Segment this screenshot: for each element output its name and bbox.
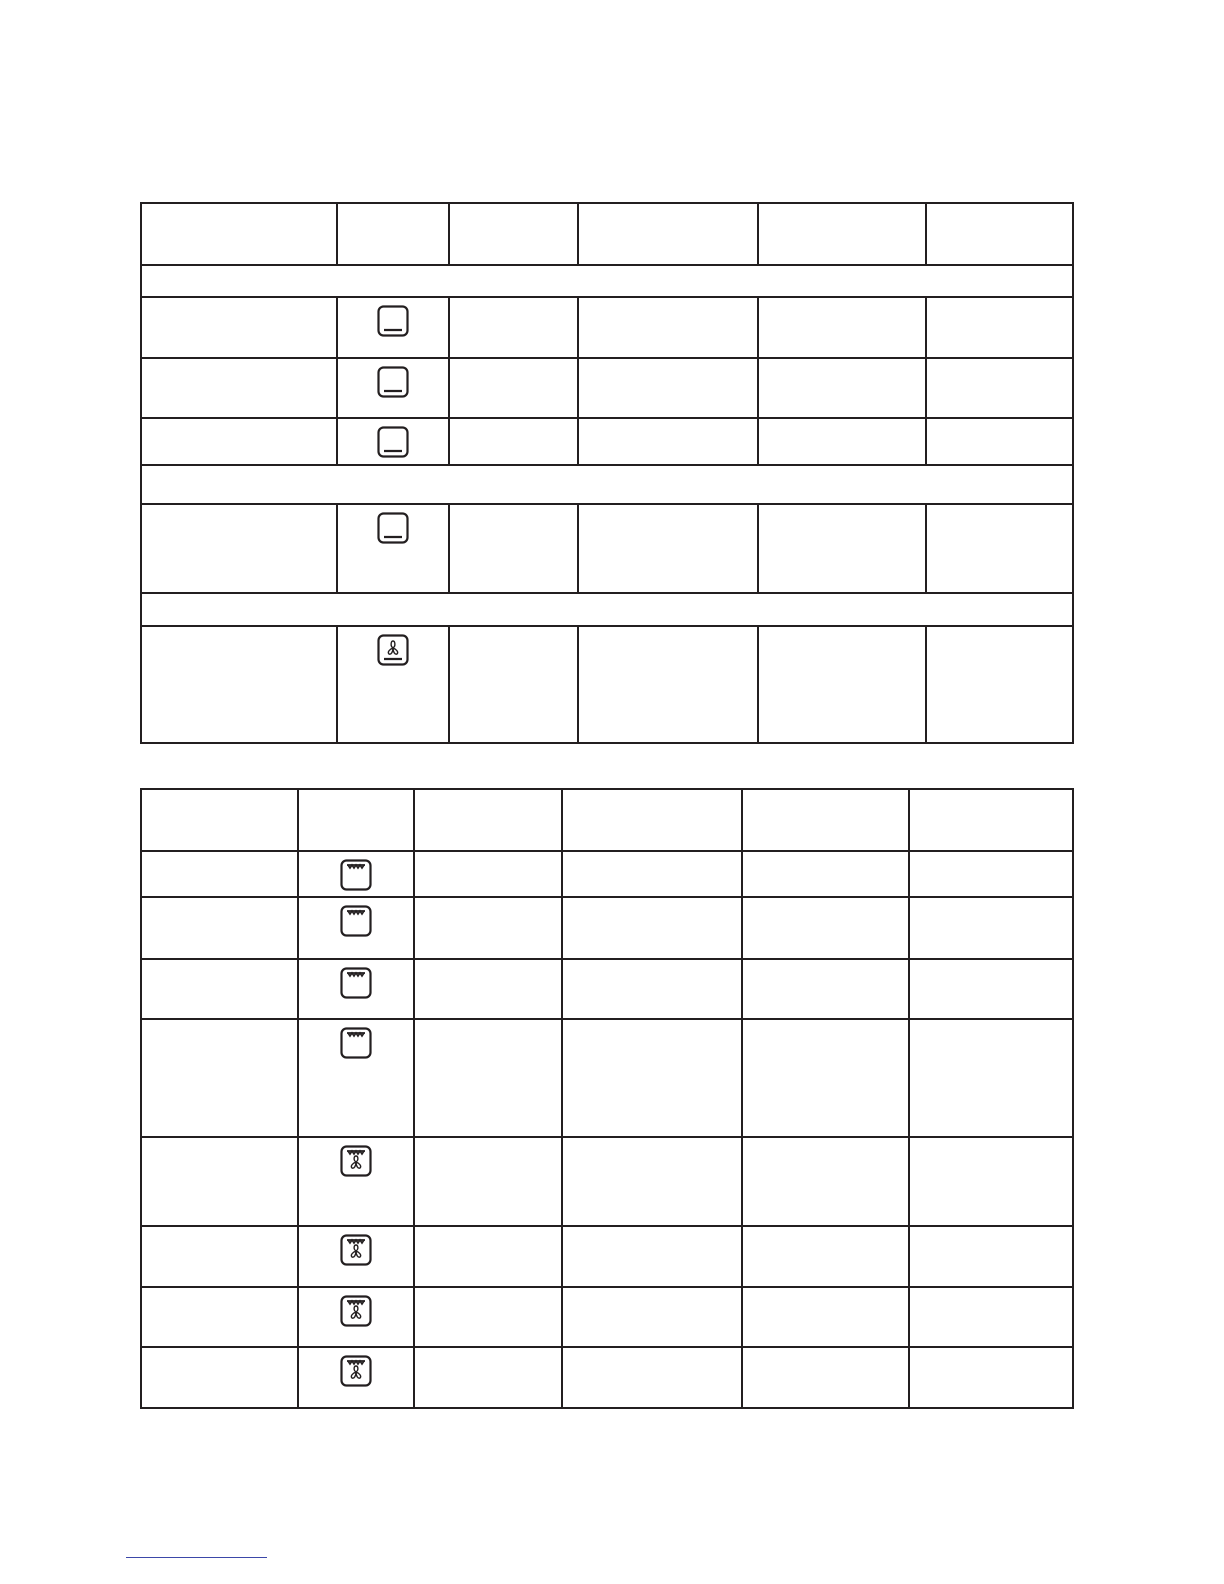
table-row xyxy=(141,626,1073,743)
level-cell xyxy=(449,626,578,743)
footer-rule xyxy=(126,1557,267,1558)
function-cell xyxy=(298,851,414,897)
table-row xyxy=(141,1137,1073,1226)
notes-cell xyxy=(909,1019,1073,1137)
level-cell xyxy=(414,897,562,959)
header-cell xyxy=(562,789,742,851)
level-cell xyxy=(449,504,578,593)
level-cell xyxy=(414,1347,562,1408)
time-cell xyxy=(742,1226,909,1287)
oven-bottom-heat-icon xyxy=(377,512,409,544)
temperature-cell xyxy=(562,1226,742,1287)
table-row xyxy=(141,851,1073,897)
time-cell xyxy=(742,1019,909,1137)
notes-cell xyxy=(926,504,1073,593)
notes-cell xyxy=(909,1137,1073,1226)
header-cell xyxy=(141,789,298,851)
oven-fan-grill-icon xyxy=(340,1234,372,1266)
oven-fan-bottom-heat-icon xyxy=(377,634,409,666)
food-cell xyxy=(141,1347,298,1408)
food-cell xyxy=(141,1019,298,1137)
table-header-row xyxy=(141,203,1073,265)
food-cell xyxy=(141,1137,298,1226)
time-cell xyxy=(758,358,926,418)
table-row xyxy=(141,897,1073,959)
header-cell xyxy=(298,789,414,851)
table-row xyxy=(141,1019,1073,1137)
time-cell xyxy=(758,297,926,358)
function-cell xyxy=(337,358,449,418)
temperature-cell xyxy=(562,959,742,1019)
cooking-table-lower xyxy=(140,788,1074,1409)
level-cell xyxy=(414,851,562,897)
level-cell xyxy=(414,1019,562,1137)
temperature-cell xyxy=(578,626,758,743)
section-title-cell xyxy=(141,593,1073,626)
level-cell xyxy=(449,358,578,418)
section-title-cell xyxy=(141,265,1073,297)
oven-grill-icon xyxy=(340,859,372,891)
time-cell xyxy=(742,959,909,1019)
food-cell xyxy=(141,851,298,897)
level-cell xyxy=(449,418,578,465)
temperature-cell xyxy=(562,1347,742,1408)
notes-cell xyxy=(926,297,1073,358)
section-row xyxy=(141,593,1073,626)
table-row xyxy=(141,504,1073,593)
food-cell xyxy=(141,358,337,418)
oven-grill-icon xyxy=(340,967,372,999)
header-cell xyxy=(141,203,337,265)
function-cell xyxy=(298,897,414,959)
function-cell xyxy=(298,1137,414,1226)
food-cell xyxy=(141,504,337,593)
time-cell xyxy=(742,851,909,897)
function-cell xyxy=(337,626,449,743)
food-cell xyxy=(141,1287,298,1347)
time-cell xyxy=(742,897,909,959)
temperature-cell xyxy=(562,897,742,959)
section-row xyxy=(141,265,1073,297)
function-cell xyxy=(298,959,414,1019)
table-row xyxy=(141,1226,1073,1287)
food-cell xyxy=(141,897,298,959)
oven-grill-icon xyxy=(340,905,372,937)
function-cell xyxy=(298,1287,414,1347)
table-row xyxy=(141,297,1073,358)
temperature-cell xyxy=(578,297,758,358)
oven-bottom-heat-icon xyxy=(377,305,409,337)
temperature-cell xyxy=(578,418,758,465)
temperature-cell xyxy=(578,504,758,593)
time-cell xyxy=(742,1137,909,1226)
header-cell xyxy=(449,203,578,265)
temperature-cell xyxy=(578,358,758,418)
header-cell xyxy=(909,789,1073,851)
oven-fan-grill-icon xyxy=(340,1145,372,1177)
level-cell xyxy=(449,297,578,358)
oven-grill-icon xyxy=(340,1027,372,1059)
food-cell xyxy=(141,959,298,1019)
food-cell xyxy=(141,297,337,358)
table-row xyxy=(141,1347,1073,1408)
function-cell xyxy=(337,504,449,593)
table-header-row xyxy=(141,789,1073,851)
level-cell xyxy=(414,1137,562,1226)
level-cell xyxy=(414,959,562,1019)
header-cell xyxy=(414,789,562,851)
function-cell xyxy=(298,1019,414,1137)
function-cell xyxy=(337,418,449,465)
header-cell xyxy=(758,203,926,265)
notes-cell xyxy=(909,1287,1073,1347)
section-row xyxy=(141,465,1073,504)
header-cell xyxy=(337,203,449,265)
table-row xyxy=(141,358,1073,418)
section-title-cell xyxy=(141,465,1073,504)
notes-cell xyxy=(909,1226,1073,1287)
food-cell xyxy=(141,1226,298,1287)
notes-cell xyxy=(909,959,1073,1019)
time-cell xyxy=(758,504,926,593)
temperature-cell xyxy=(562,851,742,897)
notes-cell xyxy=(926,418,1073,465)
temperature-cell xyxy=(562,1137,742,1226)
temperature-cell xyxy=(562,1287,742,1347)
notes-cell xyxy=(909,851,1073,897)
oven-fan-grill-icon xyxy=(340,1355,372,1387)
food-cell xyxy=(141,626,337,743)
notes-cell xyxy=(909,897,1073,959)
function-cell xyxy=(337,297,449,358)
time-cell xyxy=(758,626,926,743)
function-cell xyxy=(298,1347,414,1408)
cooking-table-upper xyxy=(140,202,1074,744)
header-cell xyxy=(742,789,909,851)
level-cell xyxy=(414,1226,562,1287)
time-cell xyxy=(758,418,926,465)
time-cell xyxy=(742,1347,909,1408)
notes-cell xyxy=(909,1347,1073,1408)
notes-cell xyxy=(926,358,1073,418)
header-cell xyxy=(926,203,1073,265)
temperature-cell xyxy=(562,1019,742,1137)
table-row xyxy=(141,418,1073,465)
oven-bottom-heat-icon xyxy=(377,426,409,458)
food-cell xyxy=(141,418,337,465)
oven-fan-grill-icon xyxy=(340,1295,372,1327)
notes-cell xyxy=(926,626,1073,743)
level-cell xyxy=(414,1287,562,1347)
function-cell xyxy=(298,1226,414,1287)
header-cell xyxy=(578,203,758,265)
table-row xyxy=(141,959,1073,1019)
oven-bottom-heat-icon xyxy=(377,366,409,398)
time-cell xyxy=(742,1287,909,1347)
table-row xyxy=(141,1287,1073,1347)
